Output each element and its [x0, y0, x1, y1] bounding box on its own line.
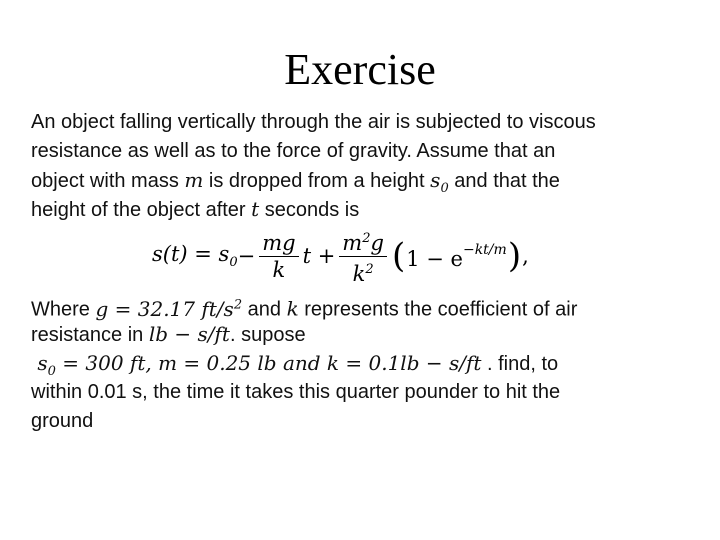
fraction-2-denominator [350, 257, 377, 287]
supose-text: . supose [229, 324, 306, 346]
formula-lhs-subscript: 0 [229, 255, 238, 271]
formula-minus: − [237, 244, 256, 268]
formula-lhs [152, 242, 238, 270]
fraction-2-num-base: m [342, 230, 363, 255]
represents-text: represents the coefficient of air [298, 298, 578, 321]
text-line-5 [31, 291, 577, 324]
resistance-in-text: resistance in [31, 324, 144, 346]
slide-title: Exercise [284, 45, 436, 94]
s0-base: s [430, 168, 441, 192]
gravity-equation: g = 32.17 ft/s [95, 296, 234, 321]
s0-symbol [430, 168, 449, 196]
s0-subscript: 0 [440, 181, 449, 196]
gravity-exponent: 2 [233, 297, 243, 312]
text-line-4-start: height of the object after [31, 199, 246, 221]
and-that-text: and that the [448, 170, 560, 192]
time-variable: t [251, 197, 260, 221]
fraction-2-den-exponent: 2 [365, 261, 374, 277]
text-line-4 [31, 195, 359, 224]
fraction-1-denominator: k [272, 257, 286, 282]
exponential-exponent: −kt/m [462, 241, 507, 258]
fraction-mg-over-k [259, 230, 298, 283]
formula-comma: , [522, 244, 529, 268]
fraction-m2g-over-k2 [339, 226, 387, 287]
fraction-2-den-base: k [352, 261, 366, 286]
given-s0-subscript: 0 [47, 364, 56, 379]
paren-close: ) [507, 236, 522, 276]
given-values: $s_0 = 300$ ft, m = 0.25 lb and k = 0.1lb − s/ft [31, 351, 482, 379]
paren-open: ( [391, 236, 406, 276]
unit-lb-s-ft: lb − s/ft [148, 322, 230, 346]
fraction-2-num-exponent: 2 [362, 230, 371, 246]
mass-variable: m [184, 168, 204, 192]
fraction-1-numerator: mg [259, 230, 298, 257]
text-line-2: resistance as well as to the force of gravity. Assume that an [31, 140, 556, 162]
dropped-text: is dropped from a height [203, 170, 431, 192]
one-minus-exponential [406, 242, 507, 271]
fraction-2-numerator [339, 226, 387, 257]
one-minus-e-text: 1 − e [406, 246, 463, 271]
text-line-1: An object falling vertically through the air is subjected to viscous [31, 111, 596, 133]
k-variable: k [286, 296, 299, 321]
text-line-9: ground [31, 410, 94, 432]
formula-lhs-text: s(t) = s [152, 241, 230, 266]
text-line-6 [31, 320, 306, 349]
text-line-8: within 0.01 s, the time it takes this quarter pounder to hit the [31, 381, 561, 403]
text-line-3-start: object with mass [31, 170, 179, 192]
where-text: Where [31, 298, 90, 321]
find-text: . find, to [481, 353, 559, 375]
height-formula [152, 222, 529, 290]
seconds-is-text: seconds is [259, 199, 360, 221]
given-values-text: = 300 ft, m = 0.25 lb and k = 0.1lb − s/ft [55, 351, 482, 375]
formula-t-plus: t + [302, 244, 336, 268]
gravity-value [95, 297, 242, 321]
fraction-2-num-tail: g [370, 230, 384, 255]
and-text: and [242, 298, 287, 321]
